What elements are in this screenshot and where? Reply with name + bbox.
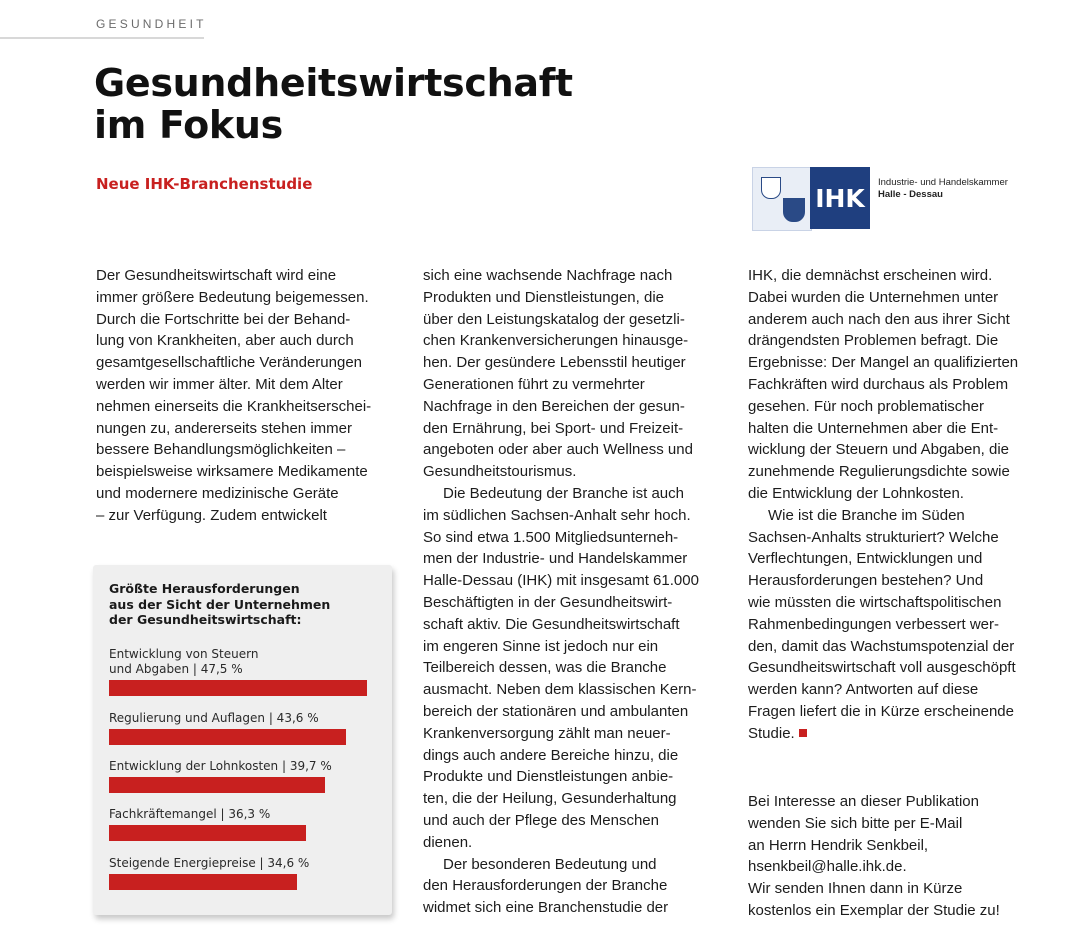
paragraph-text: Wie ist die Branche im Süden Sachsen-Anhalts strukturiert? Welche Verflechtungen, Entwicklungen und Herausforderungen bestehen? Und wie müssten die wirtschaftspolitischen Rahmenbedingungen verbessert wer- den, damit das Wachstumspotenzial der Gesundheitswirtschaft voll ausgeschöpft werden kann? Antworten auf diese Fragen liefert die in Kürze erscheinende Studie. [748, 506, 1016, 742]
text-column-1 [96, 265, 396, 527]
section-divider [0, 37, 204, 39]
crest-icon [752, 167, 812, 231]
chart-title: Größte Herausforderungen aus der Sicht der Unternehmen der Gesundheitswirtschaft: [109, 581, 331, 627]
bar [109, 825, 306, 841]
article-subtitle: Neue IHK-Branchenstudie [96, 175, 313, 193]
bar [109, 777, 325, 793]
ihk-logo-box: IHK [810, 167, 870, 229]
article-title-line-1: Gesundheitswirtschaft [94, 61, 573, 105]
article-title [94, 62, 573, 146]
bar-label: Steigende Energiepreise | 34,6 % [109, 856, 310, 870]
bar [109, 729, 346, 745]
contact-text: Bei Interesse an dieser Publikation wenden Sie sich bitte per E-Mail an Herrn Hendrik Senkbeil, hsenkbeil@halle.ihk.de. Wir senden Ihnen dann in Kürze kostenlos ein Exemplar der Studie zu! [748, 793, 1000, 919]
bar [109, 874, 297, 890]
paragraph: Der Gesundheitswirtschaft wird eine immer größere Bedeutung beigemessen. Durch die Fortschritte bei der Behand- lung von Krankheiten, aber auch durch gesamtgesellschaftliche Veränderungen werden wir immer älter. Mit dem Alter nehmen einerseits die Krankheitserschei- nungen zu, andererseits stehen immer bessere Behandlungsmöglichkeiten – beispielsweise wirksamere Medikamente und modernere medizinische Geräte – zur Verfügung. Zudem entwickelt [96, 267, 372, 524]
ihk-logo-line-1: Industrie- und Handelskammer [878, 177, 1008, 188]
crest-halle-icon [761, 177, 781, 199]
paragraph: sich eine wachsende Nachfrage nach Produkten und Dienstleistungen, die über den Leistungskatalog der gesetzli- chen Krankenversicherungen hinausge- hen. Der gesündere Lebensstil heutiger Generationen führt zu vermehrter Nachfrage in den Bereichen der gesun- den Ernährung, bei Sport- und Freizeit- angeboten oder aber auch Wellness und Gesundheitstourismus. [423, 267, 693, 481]
paragraph: Der besonderen Bedeutung und den Herausforderungen der Branche widmet sich eine Branchenstudie der [423, 855, 669, 917]
section-label: GESUNDHEIT [96, 17, 207, 31]
end-mark-icon [799, 729, 807, 737]
ihk-logo [752, 167, 1052, 229]
paragraph [748, 505, 1058, 745]
contact-info [748, 791, 1058, 922]
bar-label: Entwicklung von Steuern und Abgaben | 47,5 % [109, 647, 259, 676]
challenges-chart [93, 565, 392, 915]
paragraph: Die Bedeutung der Branche ist auch im südlichen Sachsen-Anhalt sehr hoch. So sind etwa 1.500 Mitgliedsunterneh- men der Industrie- und Handelskammer Halle-Dessau (IHK) mit insgesamt 61.000 Beschäftigten in der Gesundheitswirt- schaft aktiv. Die Gesundheitswirtschaft im engeren Sinne ist jedoch nur ein Teilbereich dessen, was die Branche ausmacht. Neben dem klassischen Kern- bereich der stationären und ambulanten Krankenversorgung zählt man neuer- dings auch andere Bereiche hinzu, die Produkte und Dienstleistungen anbie- ten, die der Heilung, Gesunderhaltung und auch der Pflege des Menschen dienen. [423, 484, 699, 851]
bar-label: Fachkräftemangel | 36,3 % [109, 807, 271, 821]
text-column-3 [748, 265, 1058, 745]
article-title-line-2: im Fokus [94, 103, 283, 147]
crest-dessau-icon [783, 198, 805, 222]
bar-label: Regulierung und Auflagen | 43,6 % [109, 711, 319, 725]
bar [109, 680, 367, 696]
paragraph: IHK, die demnächst erscheinen wird. Dabei wurden die Unternehmen unter anderem auch nach den aus ihrer Sicht drängendsten Problemen befragt. Die Ergebnisse: Der Mangel an qualifizierten Fachkräften wird durchaus als Problem gesehen. Für noch problematischer halten die Unternehmen aber die Ent- wicklung der Steuern und Abgaben, die zunehmende Regulierungsdichte sowie die Entwicklung der Lohnkosten. [748, 267, 1019, 502]
ihk-logo-line-2: Halle - Dessau [878, 189, 943, 200]
bar-label: Entwicklung der Lohnkosten | 39,7 % [109, 759, 332, 773]
text-column-2 [423, 265, 723, 919]
